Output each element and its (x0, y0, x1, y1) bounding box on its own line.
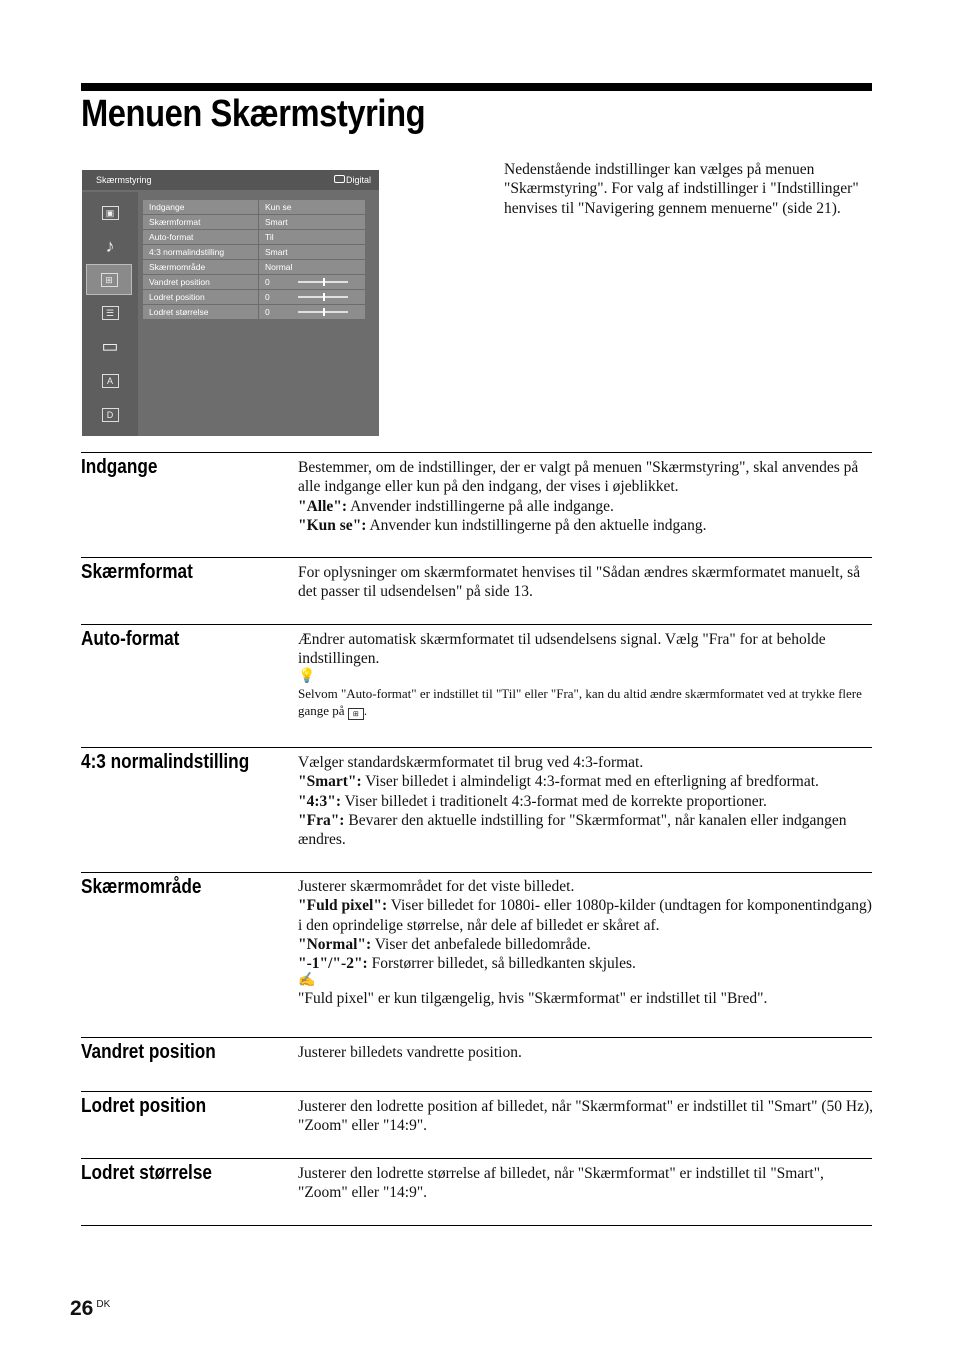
tv-row-label: Skærmområde (143, 260, 258, 274)
tv-slider-knob (323, 278, 325, 286)
option-text: Forstørrer billedet, så billedkanten skjules. (367, 955, 636, 973)
option-text: Viser billedet for 1080i- eller 1080p-kilder (undtagen for komponentindgang) i den oprindelige størrelse, når dele af billedet er skåret af. (298, 897, 872, 934)
tip-text (298, 685, 876, 720)
option-key: "Fra": (298, 811, 345, 829)
section-divider (81, 872, 872, 873)
option-key: "-1"/"-2": (298, 955, 368, 973)
section-divider (81, 452, 872, 453)
intro-text: Nedenstående indstillinger kan vælges på menuen "Skærmstyring". For valg af indstillinger i "Indstillinger" henvises til "Navigering gennem menuerne" (side 21). (504, 161, 859, 217)
tv-menu-row (143, 290, 365, 304)
tv-row-value: Kun se (259, 200, 365, 214)
term-indgange: Indgange (81, 456, 158, 478)
picture-icon: ▣ (88, 198, 132, 227)
term-skaermomraade: Skærmområde (81, 876, 202, 898)
title-rule (81, 83, 872, 91)
tv-menu-list (143, 200, 365, 320)
tv-menu-row (143, 200, 365, 214)
source-icon (334, 175, 345, 183)
section-divider (81, 1091, 872, 1092)
term-lodretstr: Lodret størrelse (81, 1162, 212, 1184)
term-normal43: 4:3 normalindstilling (81, 751, 250, 773)
tip-body: Selvom "Auto-format" er indstillet til "Til" eller "Fra", kan du altid ændre skærmformatet ved at trykke flere gange på (298, 685, 862, 718)
tv-row-value: 0 (259, 305, 365, 319)
tv-row-value: 0 (259, 290, 365, 304)
option-key: "Alle": (298, 497, 348, 515)
page-language-code: DK (96, 1299, 111, 1310)
option-text: Viser billedet i traditionelt 4:3-format med de korrekte proportioner. (341, 792, 767, 810)
desc-text: Justerer den lodrette position af billedet, når "Skærmformat" er indstillet til "Smart" (50 Hz), "Zoom" eller "14:9". (298, 1098, 873, 1135)
page-number (70, 1297, 110, 1321)
option-text: Anvender kun indstillingerne på den aktuelle indgang. (366, 516, 707, 534)
desc-text: Justerer billedets vandrette position. (298, 1044, 522, 1061)
option-line (298, 954, 876, 973)
tip-icon: 💡 (298, 668, 316, 684)
tv-row-label: Lodret position (143, 290, 258, 304)
page-title: Menuen Skærmstyring (81, 93, 426, 135)
note-text: "Fuld pixel" er kun tilgængelig, hvis "Skærmformat" er indstillet til "Bred". (298, 990, 768, 1008)
option-key: "4:3": (298, 792, 342, 810)
tv-source-badge (334, 175, 371, 185)
desc-text: Bestemmer, om de indstillinger, der er valgt på menuen "Skærmstyring", skal anvendes på alle indgange eller kun på den indgang, der vises i øjeblikket. (298, 459, 859, 496)
tv-menu-row (143, 305, 365, 319)
desc-autoformat (298, 630, 876, 720)
section-divider (81, 557, 872, 558)
digital-setup-icon: D (88, 400, 132, 429)
desc-text: Justerer den lodrette størrelse af billedet, når "Skærmformat" er indstillet til "Smart", "Zoom" eller "14:9". (298, 1165, 824, 1202)
tv-row-value: Normal (259, 260, 365, 274)
desc-text: Justerer skærmområdet for det viste billedet. (298, 878, 575, 895)
screen-control-icon: ⊞ (86, 264, 132, 295)
tv-slider-knob (323, 293, 325, 301)
pc-icon: ▭ (101, 336, 119, 356)
term-autoformat: Auto-format (81, 628, 180, 650)
section-divider (81, 624, 872, 625)
desc-lodret (298, 1097, 876, 1136)
tv-menu-row (143, 245, 365, 259)
wide-mode-button-icon: ⊞ (348, 708, 364, 720)
tv-menu-row (143, 275, 365, 289)
analog-setup-icon: A (88, 366, 132, 395)
desc-vandret (298, 1043, 876, 1062)
option-line (298, 935, 876, 954)
tip-end: . (363, 702, 368, 718)
tv-source-label: Digital (345, 175, 371, 185)
tv-row-label: Auto-format (143, 230, 258, 244)
option-key: "Fuld pixel": (298, 897, 388, 915)
desc-text: For oplysninger om skærmformatet henvises til "Sådan ændres skærmformatet manuelt, så det passer til udsendelsen" på side 13. (298, 564, 861, 601)
note-pencil-icon: ✍ (298, 973, 316, 989)
desc-indgange (298, 458, 876, 535)
sound-icon: ♪ (105, 236, 115, 256)
desc-skaermformat (298, 563, 876, 602)
option-text: Viser billedet i almindeligt 4:3-format med en efterligning af bredformat. (361, 773, 819, 791)
option-text: Viser det anbefalede billedområde. (371, 935, 591, 953)
tv-row-label: Lodret størrelse (143, 305, 258, 319)
tv-row-value: Smart (259, 245, 365, 259)
desc-text: Vælger standardskærmformatet til brug ved 4:3-format. (298, 754, 644, 771)
tv-row-label: Skærmformat (143, 215, 258, 229)
option-line (298, 811, 876, 850)
tv-menu-title: Skærmstyring (96, 175, 152, 185)
tv-row-label: Vandret position (143, 275, 258, 289)
option-key: "Normal": (298, 935, 372, 953)
option-line (298, 896, 876, 935)
option-line (298, 497, 876, 516)
term-vandret: Vandret position (81, 1041, 216, 1063)
section-divider (81, 1225, 872, 1226)
term-skaermformat: Skærmformat (81, 561, 193, 583)
tv-menu-row (143, 215, 365, 229)
option-text: Bevarer den aktuelle indstilling for "Skærmformat", når kanalen eller indgangen ændres. (298, 811, 847, 849)
tv-menu-row (143, 230, 365, 244)
tv-row-value: Smart (259, 215, 365, 229)
desc-lodretstr (298, 1164, 876, 1203)
option-line (298, 516, 876, 535)
term-lodret: Lodret position (81, 1095, 207, 1117)
option-line (298, 772, 876, 791)
section-divider (81, 1158, 872, 1159)
option-text: Anvender indstillingerne på alle indgange. (347, 497, 614, 515)
section-divider (81, 1037, 872, 1038)
desc-text: Ændrer automatisk skærmformatet til udsendelsens signal. Vælg "Fra" for at beholde indstillingen. (298, 631, 826, 668)
tv-row-value: Til (259, 230, 365, 244)
tv-row-label: Indgange (143, 200, 258, 214)
desc-normal43 (298, 753, 876, 849)
tv-row-value: 0 (259, 275, 365, 289)
tv-row-label: 4:3 normalindstilling (143, 245, 258, 259)
tv-menu-screenshot (82, 170, 379, 436)
tv-slider-knob (323, 308, 325, 316)
option-key: "Kun se": (298, 516, 367, 534)
page-number-value: 26 (70, 1297, 94, 1320)
tv-menu-sidebar (82, 192, 138, 436)
tv-menu-header (82, 170, 379, 190)
section-divider (81, 747, 872, 748)
tv-menu-row (143, 260, 365, 274)
option-key: "Smart": (298, 773, 362, 791)
option-line (298, 792, 876, 811)
setup-icon: ☰ (88, 298, 132, 327)
desc-skaermomraade (298, 877, 876, 1009)
